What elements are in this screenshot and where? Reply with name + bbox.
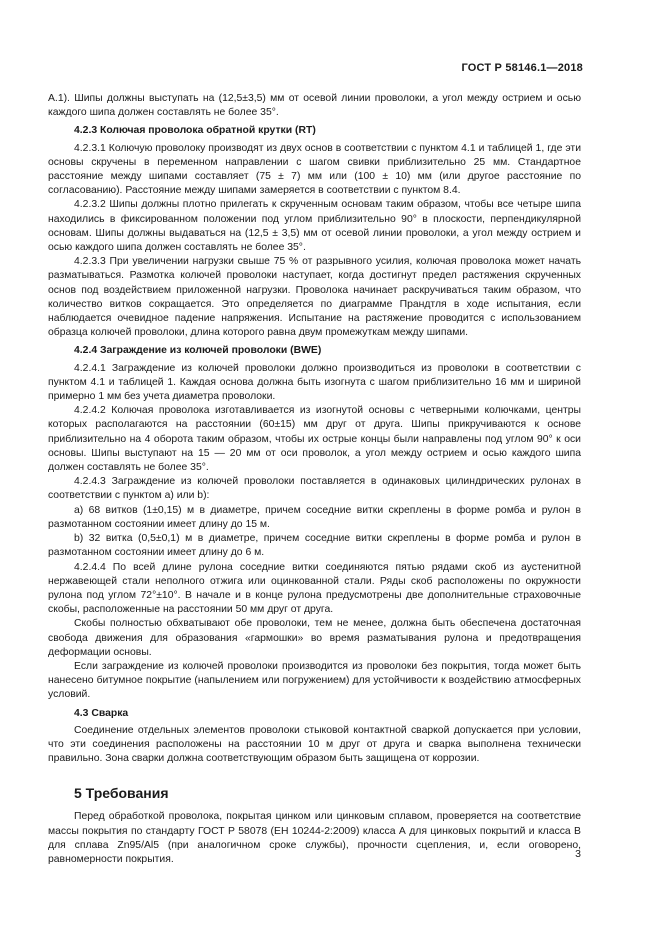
section-heading-5: 5 Требования — [74, 785, 169, 802]
paragraph-requirements: Перед обработкой проволока, покрытая цинком или цинковым сплавом, проверяется на соответствие массы покрытия по стандарту ГОСТ Р 58078 (ЕН 10244-2:2009) класса А для цинковых покрытий и класса В для сплава Zn95/Al5 (при аналогичном сроке службы), прочности сцепления, и, если оговорено, равномерности покрытия. — [48, 811, 581, 865]
document-header: ГОСТ Р 58146.1—2018 — [461, 62, 583, 74]
document-body — [48, 92, 581, 867]
section-heading-4-3: 4.3 Сварка — [74, 707, 129, 719]
list-item-a: a) 68 витков (1±0,15) м в диаметре, причем соседние витки скреплены в форме ромба и рулон в размотанном состоянии имеет длину до 15 м. — [48, 504, 581, 530]
list-item-b: b) 32 витка (0,5±0,1) м в диаметре, причем соседние витки скреплены в форме ромба и рулон в размотанном состоянии имеет длину до 6 м. — [48, 533, 581, 559]
paragraph-4-2-4-3: 4.2.4.3 Заграждение из колючей проволоки поставляется в одинаковых цилиндрических рулонах в соответствии с пунктом а) или b): — [48, 476, 581, 502]
paragraph-4-2-3-2: 4.2.3.2 Шипы должны плотно прилегать к скрученным основам таким образом, чтобы все четыре шипа находились в фиксированном положении под углом приблизительно 90° в плоскости, перпендикулярной основам. Шипы должны выдаваться на (12,5 ± 3,5) мм от осевой линии проволоки, а угол между острием и осью каждого шипа должен составлять не более 35°. — [48, 199, 581, 254]
paragraph-4-2-4-4: 4.2.4.4 По всей длине рулона соседние витки соединяются пятью рядами скоб из аустенитной нержавеющей стали неполного отжига или оцинкованной стали. Ряды скоб расположены по окружности рулона под углом 72°±10°. В начале и в конце рулона предусмотрены две дополнительные страховочные скобы, расположенные на расстоянии 50 мм друг от друга. — [48, 561, 581, 616]
paragraph-4-2-4-1: 4.2.4.1 Заграждение из колючей проволоки должно производиться из проволоки в соответствии с пунктом 4.1 и таблицей 1. Каждая основа должна быть изогнута с шагом приблизительно 16 мм и шириной примерно 1 мм без учета диаметра проволоки. — [48, 362, 581, 403]
page-number: 3 — [575, 848, 581, 860]
paragraph-bitumen: Если заграждение из колючей проволоки производится из проволоки без покрытия, тогда может быть нанесено битумное покрытие (напылением или погружением) для устойчивости к воздействию атмосферных условий. — [48, 660, 581, 701]
section-heading-4-2-4: 4.2.4 Заграждение из колючей проволоки (BWE) — [74, 345, 322, 357]
paragraph-staples: Скобы полностью обхватывают обе проволоки, тем не менее, должна быть обеспечена достаточная свобода движения для образования «гармошки» во время разматывания рулона и предотвращения деформации основы. — [48, 618, 581, 658]
paragraph-welding: Соединение отдельных элементов проволоки стыковой контактной сваркой допускается при условии, что эти соединения расположены на расстоянии 10 м друг от друга и сварка выполнена технически правильно. Зона сварки должна соответствующим образом быть защищена от коррозии. — [48, 724, 581, 765]
paragraph-4-2-4-2: 4.2.4.2 Колючая проволока изготавливается из изогнутой основы с четверными колючками, центры которых располагаются на расстоянии (60±15) мм друг от друга. Шипы прикручиваются к основе приблизительно на 4 оборота таким образом, чтобы их острые концы были направлены под углом 90° к оси основы. Шипы выступают на 15 — 20 мм от оси проволок, а угол между острием и осью каждого шипа должен составлять не более 35°. — [48, 405, 581, 474]
paragraph-4-2-3-1: 4.2.3.1 Колючую проволоку производят из двух основ в соответствии с пунктом 4.1 и таблицей 1, где эти основы скручены в переменном направлении с шагом свивки приблизительно 25 мм. Стандартное расстояние между шипами составляет (75 ± 7) мм или (100 ± 10) мм (или другое расстояние по согласованию). Расстояние между шипами замеряется в соответствии с пунктом 8.4. — [48, 142, 581, 197]
section-heading-4-2-3: 4.2.3 Колючая проволока обратной крутки (RT) — [74, 125, 316, 137]
paragraph-4-2-3-3: 4.2.3.3 При увеличении нагрузки свыше 75 % от разрывного усилия, колючая проволока может начать разматываться. Размотка колючей проволоки наступает, когда достигнут предел растяжения скрученных основ под воздействием приложенной нагрузки. Проволока начинает раскручиваться таким образом, что количество витков сокращается. Это определяется по диаграмме Прандтля в ходе испытания, если наблюдается очевидное падение напряжения. Испытание на растяжение проводится с использованием образца колючей проволоки, длина которого равна двум промежуткам между шипами. — [48, 256, 581, 339]
paragraph-continuation: А.1). Шипы должны выступать на (12,5±3,5) мм от осевой линии проволоки, а угол между острием и осью каждого шипа должен составлять не более 35°. — [48, 93, 581, 119]
